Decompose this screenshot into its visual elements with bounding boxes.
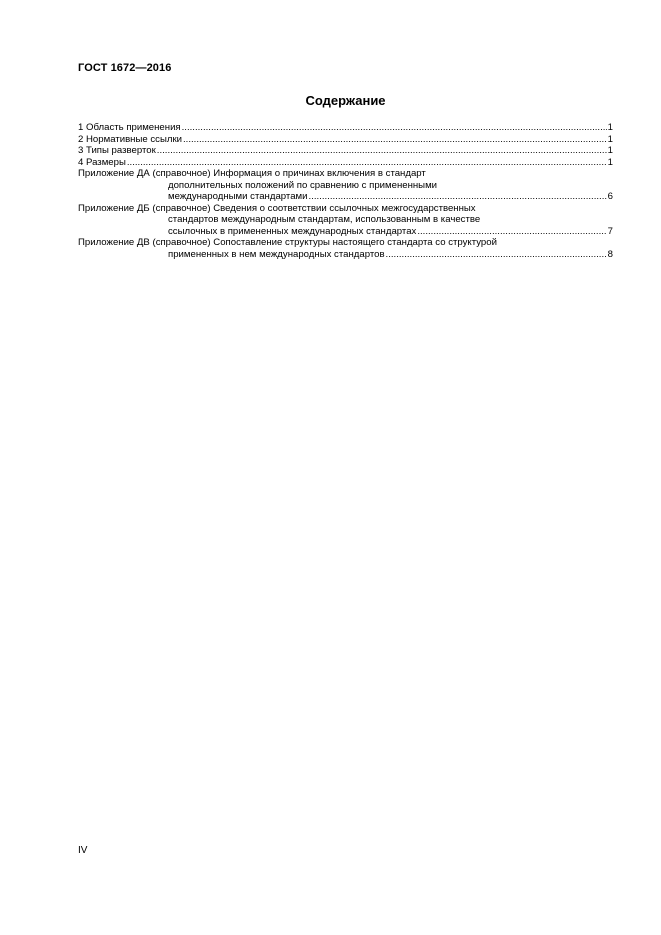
toc-entry-label: 1 Область применения [78, 122, 181, 133]
toc-entry-page: 1 [607, 156, 613, 168]
toc-line [78, 249, 613, 261]
toc-entry-page: 1 [607, 122, 613, 133]
toc-line [78, 134, 613, 146]
toc-entry-label: Приложение ДА (справочное) Информация о причинах включения в стандарт [78, 168, 426, 179]
toc-line [78, 237, 613, 249]
toc-dot-leader [309, 191, 607, 203]
toc-entry-normative-references[interactable] [78, 134, 613, 146]
toc-entry-label-continued: дополнительных положений по сравнению с примененными [168, 179, 438, 191]
toc-entry-label: Приложение ДВ (справочное) Сопоставление структуры настоящего стандарта со структурой [78, 237, 497, 248]
toc-entry-scope[interactable] [78, 122, 613, 134]
toc-line [78, 214, 613, 226]
toc-dot-leader [183, 134, 607, 146]
toc-entry-label: 4 Размеры [78, 156, 126, 168]
toc-entry-reamer-types[interactable] [78, 145, 613, 157]
toc-line [78, 157, 613, 169]
toc-entry-page: 1 [607, 145, 613, 156]
toc-entry-dimensions[interactable] [78, 157, 613, 169]
toc-dot-leader [157, 145, 607, 157]
page-number: IV [78, 845, 88, 856]
toc-entry-page: 8 [607, 248, 613, 260]
toc-entry-page: 6 [607, 191, 613, 202]
toc-entry-appendix-db[interactable] [78, 203, 613, 238]
toc-entry-label: 2 Нормативные ссылки [78, 133, 183, 145]
toc-line [78, 191, 613, 203]
toc-line [78, 145, 613, 157]
toc-title: Содержание [305, 93, 386, 108]
table-of-contents [78, 122, 613, 260]
toc-dot-leader [182, 122, 607, 134]
toc-dot-leader [127, 157, 607, 169]
toc-entry-page: 7 [607, 225, 613, 237]
toc-entry-label-continued: стандартов международным стандартам, использованным в качестве [168, 214, 481, 225]
document-code: ГОСТ 1672—2016 [78, 62, 172, 74]
toc-dot-leader [417, 226, 606, 238]
toc-line [78, 203, 613, 215]
toc-entry-appendix-da[interactable] [78, 168, 613, 203]
toc-entry-label-continued: примененных в нем международных стандартов [168, 248, 385, 260]
toc-entry-label: Приложение ДБ (справочное) Сведения о соответствии ссылочных межгосударственных [78, 202, 476, 214]
toc-entry-appendix-dv[interactable] [78, 237, 613, 260]
toc-line [78, 180, 613, 192]
toc-line [78, 168, 613, 180]
toc-line [78, 122, 613, 134]
toc-entry-label: 3 Типы разверток [78, 145, 156, 156]
toc-entry-label-continued: международными стандартами [168, 191, 308, 202]
toc-dot-leader [386, 249, 607, 261]
toc-entry-label-continued: ссылочных в примененных международных стандартах [168, 225, 417, 237]
toc-line [78, 226, 613, 238]
toc-entry-page: 1 [607, 133, 613, 145]
